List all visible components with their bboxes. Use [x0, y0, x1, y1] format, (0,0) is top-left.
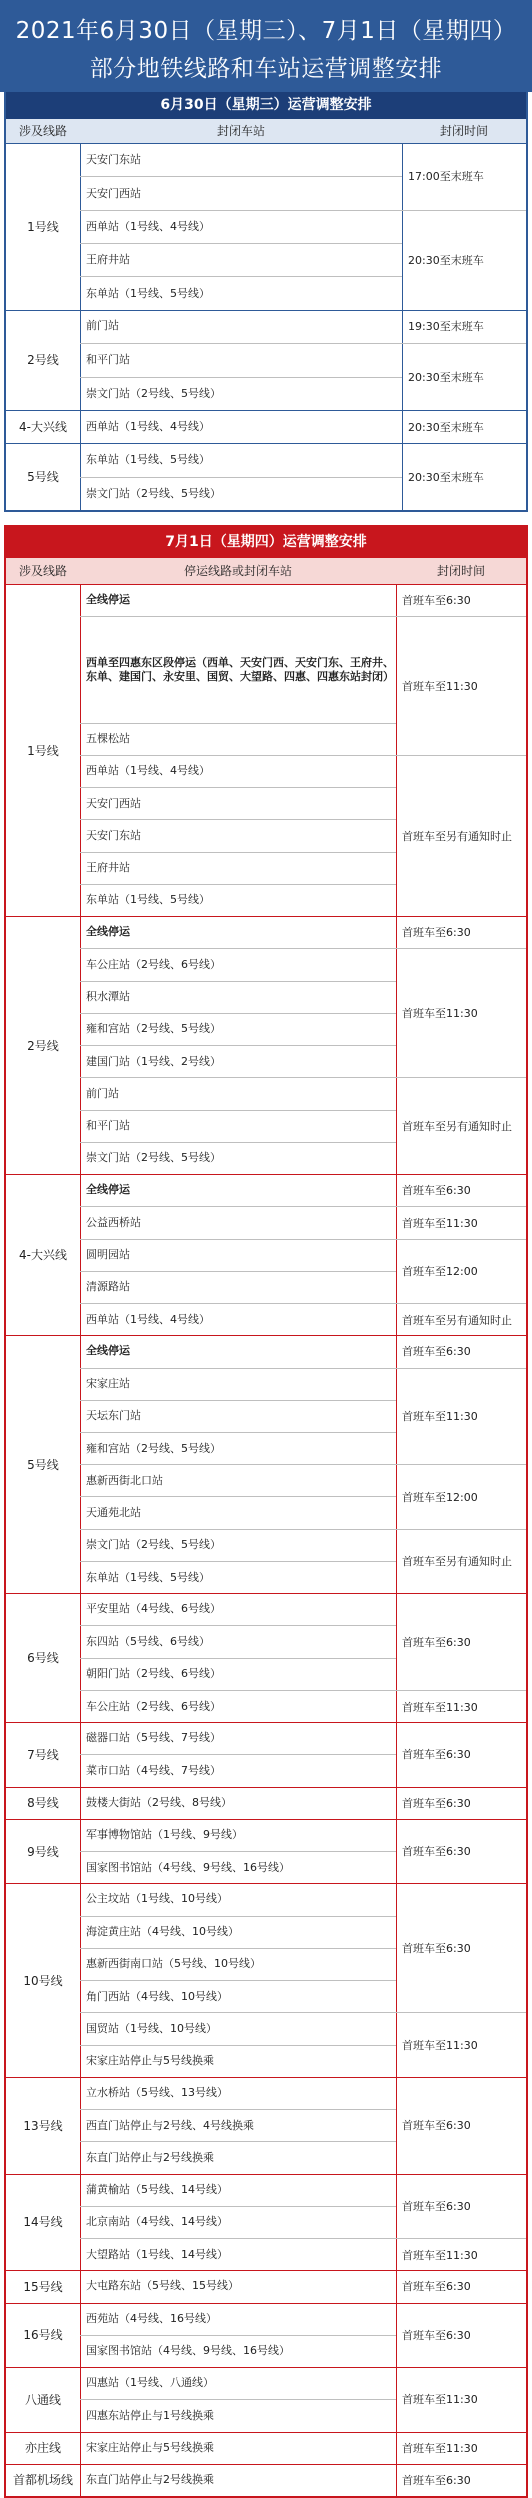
closure-time-cell: 20:30至末班车: [402, 210, 526, 310]
station-cell: 东四站（5号线、6号线）: [80, 1625, 396, 1657]
july1-section-title: 7月1日（星期四）运营调整安排: [6, 527, 526, 558]
station-cell: 大屯路东站（5号线、15号线）: [86, 2279, 239, 2293]
station-cell: 和平门站: [80, 1110, 396, 1142]
station-cell: 国家图书馆站（4号线、9号线、16号线）: [80, 1851, 396, 1883]
closure-time-cell: 首班车至6:30: [402, 2280, 471, 2294]
line-name-cell: 4-大兴线: [19, 420, 67, 435]
station-cell: 东单站（1号线、5号线）: [80, 1561, 396, 1593]
closure-time-cell: 首班车至6:30: [402, 2119, 471, 2133]
station-cell: 西单站（1号线、4号线）: [80, 210, 402, 243]
station-cell: 东单站（1号线、5号线）: [80, 276, 402, 309]
line-name-cell: 10号线: [23, 1973, 63, 1988]
closure-time-cell: 首班车至11:30: [396, 616, 526, 755]
closure-time-cell: 20:30至末班车: [408, 420, 484, 434]
line-name-cell: 2号线: [27, 353, 59, 368]
july1-schedule-table: [4, 525, 528, 2498]
closure-time-cell: 首班车至11:30: [396, 1690, 526, 1722]
closure-time-cell: 首班车至11:30: [402, 2441, 478, 2455]
station-cell: 公主坟站（1号线、10号线）: [86, 1892, 228, 1906]
closure-time-cell: 20:30至末班车: [408, 470, 484, 484]
station-cell: 天安门东站: [80, 819, 396, 851]
station-cell: 公益西桥站: [80, 1206, 396, 1238]
station-cell: 和平门站: [80, 343, 402, 376]
column-header-line: 涉及线路: [18, 564, 67, 578]
closure-time-cell: 17:00至末班车: [408, 170, 484, 184]
closure-time-cell: 首班车至6:30: [402, 1748, 471, 1762]
line-name-cell: 13号线: [23, 2118, 63, 2133]
closure-time-cell: 首班车至11:30: [396, 1206, 526, 1238]
closure-time-cell: 首班车至6:30: [402, 2473, 471, 2487]
station-cell: 清源路站: [80, 1271, 396, 1303]
station-cell: 崇文门站（2号线、5号线）: [80, 477, 402, 510]
line-name-cell: 首都机场线: [12, 2473, 73, 2488]
column-header-station: 封闭车站: [216, 124, 265, 138]
station-cell: 四惠站（1号线、八通线）: [86, 2376, 214, 2390]
closure-time-cell: 首班车至6:30: [402, 926, 471, 940]
station-cell: 西单站（1号线、4号线）: [86, 419, 210, 433]
station-cell: 雍和宫站（2号线、5号线）: [80, 1432, 396, 1464]
line-name-cell: 5号线: [27, 1457, 59, 1472]
station-cell: 宋家庄站停止与5号线换乘: [86, 2440, 214, 2454]
june30-schedule-table: [4, 92, 528, 512]
station-cell: 西单站（1号线、4号线）: [80, 1303, 396, 1335]
station-cell: 西单至四惠东区段停运（西单、天安门西、天安门东、王府井、东单、建国门、永安里、国贸、大望路、四惠、四惠东站封闭）: [80, 616, 396, 722]
closure-time-cell: 首班车至11:30: [396, 948, 526, 1077]
station-cell: 崇文门站（2号线、5号线）: [80, 377, 402, 410]
line-name-cell: 9号线: [27, 1844, 59, 1859]
station-cell: 前门站: [86, 319, 119, 333]
station-cell: 西苑站（4号线、16号线）: [86, 2311, 217, 2325]
station-cell: 宋家庄站: [80, 1368, 396, 1400]
closure-time-cell: 首班车至11:30: [396, 2238, 526, 2270]
closure-time-cell: 首班车至另有通知时止: [396, 755, 526, 916]
closure-time-cell: 首班车至11:30: [396, 1368, 526, 1465]
line-name-cell: 4-大兴线: [19, 1248, 67, 1263]
station-cell: 平安里站（4号线、6号线）: [86, 1602, 221, 1616]
line-name-cell: 7号线: [27, 1747, 59, 1762]
column-header-line: 涉及线路: [18, 124, 67, 138]
station-cell: 天安门东站: [86, 152, 141, 166]
station-cell: 东直门站停止与2号线换乘: [80, 2141, 396, 2173]
station-cell: 军事博物馆站（1号线、9号线）: [86, 1828, 243, 1841]
closure-time-cell: 首班车至6:30: [402, 1796, 471, 1810]
station-cell: 北京南站（4号线、14号线）: [80, 2206, 396, 2238]
closure-time-cell: 首班车至6:30: [402, 1845, 471, 1859]
line-name-cell: 6号线: [27, 1651, 59, 1666]
station-cell: 立水桥站（5号线、13号线）: [86, 2085, 228, 2099]
closure-time-cell: 19:30至末班车: [408, 320, 484, 334]
closure-time-cell: 首班车至6:30: [402, 1345, 471, 1359]
column-header-time: 封闭时间: [436, 564, 485, 578]
station-cell: 天坛东门站: [80, 1400, 396, 1432]
line-name-cell: 15号线: [23, 2279, 63, 2294]
station-cell: 全线停运: [86, 1344, 130, 1358]
station-cell: 鼓楼大街站（2号线、8号线）: [86, 1795, 232, 1809]
station-cell: 车公庄站（2号线、6号线）: [80, 1690, 396, 1722]
station-cell: 西直门站停止与2号线、4号线换乘: [80, 2109, 396, 2141]
station-cell: 角门西站（4号线、10号线）: [80, 1980, 396, 2012]
station-cell: 圆明园站: [80, 1239, 396, 1271]
station-cell: 全线停运: [86, 1183, 130, 1197]
closure-time-cell: 首班车至6:30: [402, 594, 471, 608]
june30-section-title: 6月30日（星期三）运营调整安排: [6, 92, 526, 119]
closure-time-cell: 首班车至11:30: [402, 2393, 478, 2407]
station-cell: 东单站（1号线、5号线）: [86, 452, 210, 466]
station-cell: 宋家庄站停止与5号线换乘: [80, 2045, 396, 2077]
closure-time-cell: 首班车至6:30: [402, 1635, 471, 1649]
closure-time-cell: 20:30至末班车: [402, 343, 526, 410]
station-cell: 崇文门站（2号线、5号线）: [80, 1529, 396, 1561]
station-cell: 王府井站: [80, 852, 396, 884]
closure-time-cell: 首班车至另有通知时止: [396, 1303, 526, 1335]
station-cell: 菜市口站（4号线、7号线）: [80, 1754, 396, 1786]
line-name-cell: 亦庄线: [24, 2441, 61, 2456]
station-cell: 王府井站: [80, 243, 402, 276]
closure-time-cell: 首班车至6:30: [402, 2328, 471, 2342]
line-name-cell: 2号线: [27, 1038, 59, 1053]
station-cell: 东单站（1号线、5号线）: [80, 884, 396, 916]
page-header: [0, 0, 532, 92]
station-cell: 东直门站停止与2号线换乘: [86, 2472, 214, 2486]
station-cell: 天安门西站: [80, 787, 396, 819]
closure-time-cell: 首班车至6:30: [402, 1184, 471, 1198]
line-name-cell: 八通线: [24, 2392, 61, 2407]
closure-time-cell: 首班车至6:30: [402, 2199, 471, 2213]
station-cell: 国贸站（1号线、10号线）: [80, 2012, 396, 2044]
station-cell: 建国门站（1号线、2号线）: [80, 1045, 396, 1077]
station-cell: 惠新西街南口站（5号线、10号线）: [80, 1948, 396, 1980]
station-cell: 惠新西街北口站: [80, 1464, 396, 1496]
station-cell: 四惠东站停止与1号线换乘: [80, 2399, 396, 2431]
station-cell: 海淀黄庄站（4号线、10号线）: [80, 1916, 396, 1948]
column-header-station: 停运线路或封闭车站: [183, 564, 292, 578]
line-name-cell: 1号线: [27, 219, 59, 234]
closure-time-cell: 首班车至11:30: [396, 2012, 526, 2076]
station-cell: 天通苑北站: [80, 1496, 396, 1528]
station-cell: 朝阳门站（2号线、6号线）: [80, 1658, 396, 1690]
line-name-cell: 14号线: [23, 2215, 63, 2230]
station-cell: 前门站: [80, 1077, 396, 1109]
station-cell: 蒲黄榆站（5号线、14号线）: [86, 2182, 228, 2196]
line-name-cell: 5号线: [27, 470, 59, 485]
station-cell: 国家图书馆站（4号线、9号线、16号线）: [80, 2335, 396, 2367]
june30-column-header-row: [6, 119, 526, 144]
closure-time-cell: 首班车至另有通知时止: [396, 1529, 526, 1593]
station-cell: 雍和宫站（2号线、5号线）: [80, 1013, 396, 1045]
station-cell: 五棵松站: [80, 723, 396, 755]
station-cell: 大望路站（1号线、14号线）: [80, 2238, 396, 2270]
closure-time-cell: 首班车至另有通知时止: [396, 1077, 526, 1174]
line-name-cell: 8号线: [27, 1796, 59, 1811]
header-title-line1: 2021年6月30日（星期三）、7月1日（星期四）: [15, 18, 517, 44]
station-cell: 积水潭站: [80, 981, 396, 1013]
line-name-cell: 16号线: [23, 2328, 63, 2343]
station-cell: 西单站（1号线、4号线）: [80, 755, 396, 787]
column-header-time: 封闭时间: [439, 124, 488, 138]
line-name-cell: 1号线: [27, 743, 59, 758]
header-title-line2: 部分地铁线路和车站运营调整安排: [89, 56, 443, 82]
station-cell: 全线停运: [86, 925, 130, 939]
station-cell: 全线停运: [86, 593, 130, 607]
closure-time-cell: 首班车至6:30: [402, 1941, 471, 1955]
station-cell: 天安门西站: [80, 176, 402, 209]
station-cell: 崇文门站（2号线、5号线）: [80, 1142, 396, 1174]
station-cell: 磁器口站（5号线、7号线）: [86, 1731, 221, 1745]
closure-time-cell: 首班车至12:00: [396, 1239, 526, 1303]
closure-time-cell: 首班车至12:00: [396, 1464, 526, 1528]
july1-column-header-row: [6, 558, 526, 585]
station-cell: 车公庄站（2号线、6号线）: [80, 948, 396, 980]
